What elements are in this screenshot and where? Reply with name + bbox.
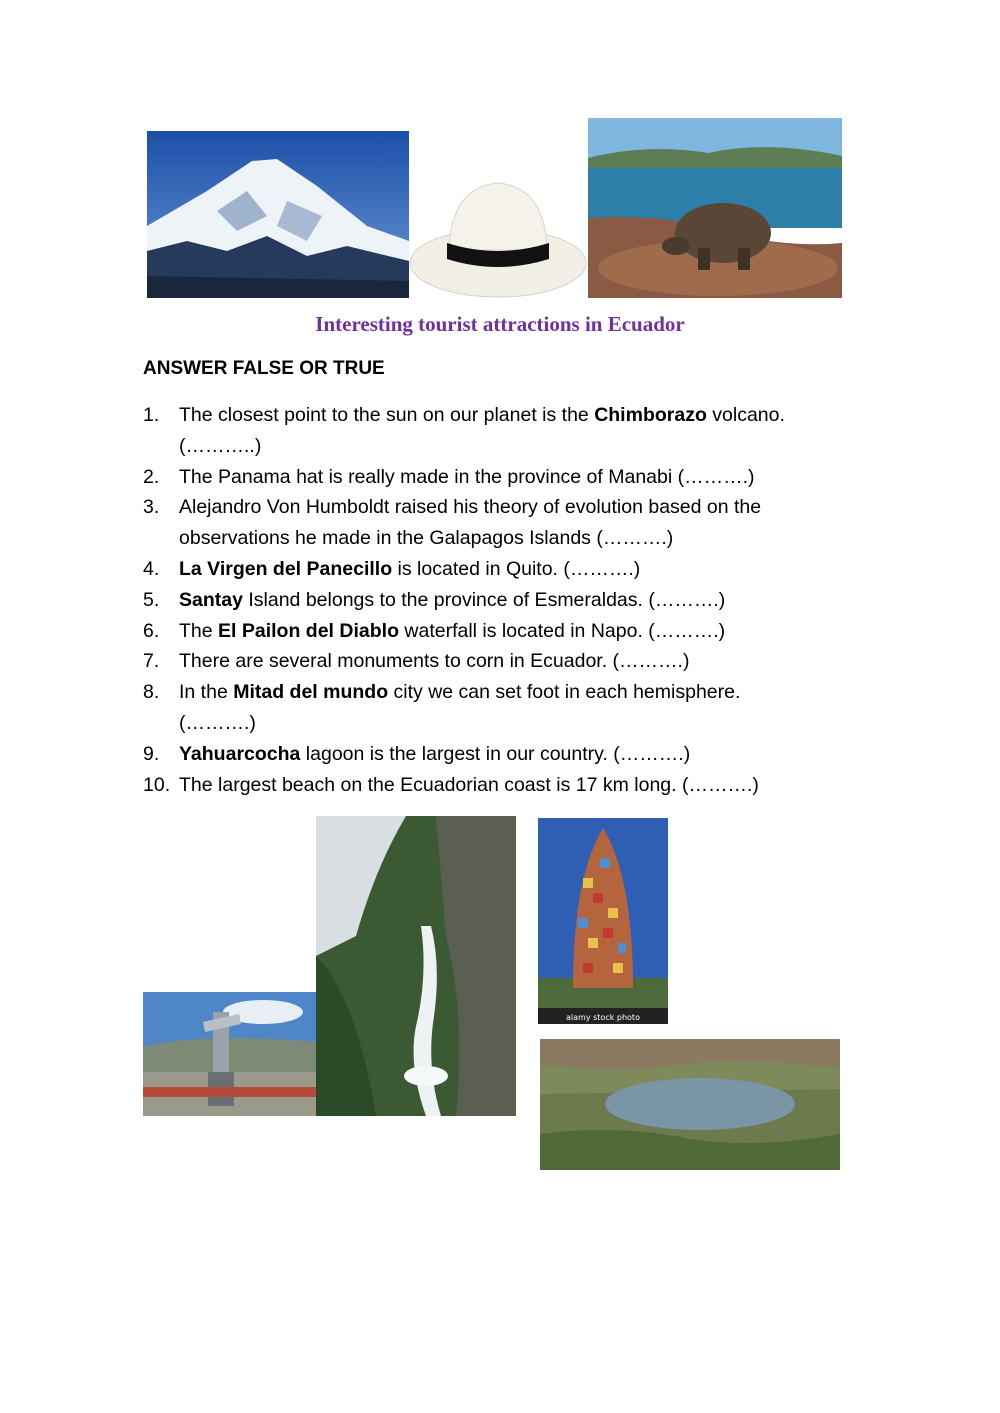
page-title: Interesting tourist attractions in Ecuador bbox=[315, 312, 685, 336]
virgen-del-panecillo-image bbox=[143, 992, 317, 1116]
question-item: 1. The closest point to the sun on our planet is the Chimborazo volcano. (………..) bbox=[143, 404, 785, 457]
question-item: 3. Alejandro Von Humboldt raised his theory of evolution based on the observations he made in the Galapagos Islands (……….) bbox=[143, 496, 762, 550]
chimborazo-volcano-image bbox=[147, 131, 409, 298]
question-item: 6. The El Pailon del Diablo waterfall is located in Napo. (……….) bbox=[143, 619, 726, 642]
question-item: 4. La Virgen del Panecillo is located in Quito. (……….) bbox=[143, 557, 641, 580]
question-item: 7. There are several monuments to corn in Ecuador. (……….) bbox=[143, 650, 690, 673]
corn-monument-image bbox=[538, 818, 668, 1024]
instructions-heading: ANSWER FALSE OR TRUE bbox=[143, 358, 385, 379]
question-item: 8. In the Mitad del mundo city we can set foot in each hemisphere. (……….) bbox=[143, 681, 741, 734]
question-item: 9. Yahuarcocha lagoon is the largest in our country. (……….) bbox=[143, 742, 691, 765]
galapagos-tortoise-image bbox=[588, 118, 842, 298]
yahuarcocha-lagoon-image bbox=[540, 1039, 840, 1170]
question-item: 10. The largest beach on the Ecuadorian coast is 17 km long. (……….) bbox=[143, 773, 759, 796]
panama-hat-image bbox=[409, 175, 587, 298]
question-item: 2. The Panama hat is really made in the province of Manabi (……….) bbox=[143, 465, 755, 488]
watermark-text: alamy stock photo bbox=[566, 1013, 640, 1022]
question-list bbox=[143, 400, 863, 800]
question-item: 5. Santay Island belongs to the province of Esmeraldas. (……….) bbox=[143, 588, 726, 611]
pailon-del-diablo-image bbox=[316, 816, 516, 1116]
